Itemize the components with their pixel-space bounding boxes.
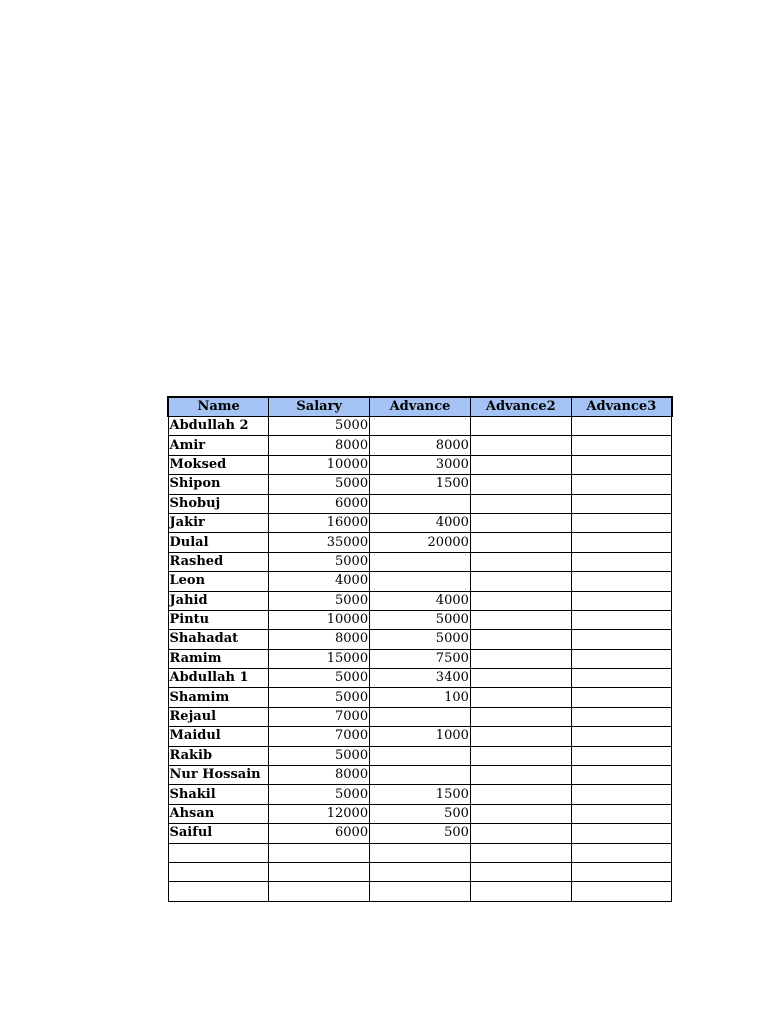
table-row [168, 882, 672, 901]
advance2-cell[interactable] [470, 513, 571, 532]
advance3-cell[interactable] [571, 572, 672, 591]
table-row [168, 707, 672, 726]
advance3-cell[interactable] [571, 475, 672, 494]
advance-cell[interactable] [370, 843, 471, 862]
advance2-cell[interactable] [470, 455, 571, 474]
table-row [168, 572, 672, 591]
salary-cell[interactable]: 5000 [269, 591, 370, 610]
advance3-cell[interactable] [571, 824, 672, 843]
name-cell[interactable]: Ramim [168, 649, 269, 668]
advance-cell[interactable] [370, 417, 471, 436]
advance3-cell[interactable] [571, 843, 672, 862]
advance2-cell[interactable] [470, 843, 571, 862]
table-row [168, 727, 672, 746]
advance-cell[interactable]: 8000 [370, 436, 471, 455]
name-cell[interactable] [168, 862, 269, 881]
advance3-cell[interactable] [571, 591, 672, 610]
advance3-cell[interactable] [571, 436, 672, 455]
salary-cell[interactable]: 5000 [269, 552, 370, 571]
advance-cell[interactable]: 4000 [370, 513, 471, 532]
salary-cell[interactable]: 15000 [269, 649, 370, 668]
table-row [168, 669, 672, 688]
advance2-cell[interactable] [470, 766, 571, 785]
salary-cell[interactable]: 6000 [269, 824, 370, 843]
advance3-cell[interactable] [571, 513, 672, 532]
advance3-cell[interactable] [571, 785, 672, 804]
salary-cell[interactable]: 4000 [269, 572, 370, 591]
salary-cell[interactable]: 7000 [269, 727, 370, 746]
table-row [168, 417, 672, 436]
salary-cell[interactable]: 8000 [269, 630, 370, 649]
table-row [168, 688, 672, 707]
name-cell[interactable]: Shamim [168, 688, 269, 707]
header-advance2[interactable]: Advance2 [470, 397, 571, 417]
advance-cell[interactable]: 3000 [370, 455, 471, 474]
salary-cell[interactable]: 12000 [269, 804, 370, 823]
name-cell[interactable] [168, 882, 269, 901]
table-row [168, 785, 672, 804]
advance-cell[interactable]: 20000 [370, 533, 471, 552]
salary-cell[interactable]: 5000 [269, 688, 370, 707]
name-cell[interactable]: Shipon [168, 475, 269, 494]
name-cell[interactable]: Shakil [168, 785, 269, 804]
advance2-cell[interactable] [470, 475, 571, 494]
salary-cell[interactable]: 5000 [269, 746, 370, 765]
salary-cell[interactable]: 5000 [269, 417, 370, 436]
salary-cell[interactable]: 5000 [269, 669, 370, 688]
table-row [168, 513, 672, 532]
salary-cell[interactable]: 8000 [269, 766, 370, 785]
name-cell[interactable]: Shobuj [168, 494, 269, 513]
advance3-cell[interactable] [571, 669, 672, 688]
salary-cell[interactable]: 10000 [269, 610, 370, 629]
table-row [168, 824, 672, 843]
advance-cell[interactable] [370, 766, 471, 785]
name-cell[interactable]: Jakir [168, 513, 269, 532]
advance-cell[interactable]: 4000 [370, 591, 471, 610]
advance3-cell[interactable] [571, 804, 672, 823]
advance2-cell[interactable] [470, 804, 571, 823]
table-row [168, 804, 672, 823]
table-row [168, 533, 672, 552]
name-cell[interactable]: Abdullah 2 [168, 417, 269, 436]
advance3-cell[interactable] [571, 882, 672, 901]
name-cell[interactable]: Rakib [168, 746, 269, 765]
table-row [168, 494, 672, 513]
salary-cell[interactable] [269, 882, 370, 901]
name-cell[interactable]: Shahadat [168, 630, 269, 649]
header-row [168, 397, 672, 417]
salary-cell[interactable]: 8000 [269, 436, 370, 455]
salary-cell[interactable]: 7000 [269, 707, 370, 726]
header-salary[interactable]: Salary [269, 397, 370, 417]
salary-cell[interactable]: 10000 [269, 455, 370, 474]
name-cell[interactable]: Amir [168, 436, 269, 455]
table-row [168, 630, 672, 649]
table-row [168, 766, 672, 785]
advance3-cell[interactable] [571, 688, 672, 707]
advance-cell[interactable]: 1500 [370, 785, 471, 804]
advance-cell[interactable]: 500 [370, 804, 471, 823]
table-row [168, 552, 672, 571]
name-cell[interactable]: Moksed [168, 455, 269, 474]
advance2-cell[interactable] [470, 862, 571, 881]
advance3-cell[interactable] [571, 746, 672, 765]
table-row [168, 862, 672, 881]
advance2-cell[interactable] [470, 552, 571, 571]
advance2-cell[interactable] [470, 727, 571, 746]
name-cell[interactable] [168, 843, 269, 862]
salary-cell[interactable] [269, 843, 370, 862]
advance2-cell[interactable] [470, 417, 571, 436]
advance2-cell[interactable] [470, 824, 571, 843]
name-cell[interactable]: Rashed [168, 552, 269, 571]
name-cell[interactable]: Saiful [168, 824, 269, 843]
advance-cell[interactable] [370, 862, 471, 881]
name-cell[interactable]: Abdullah 1 [168, 669, 269, 688]
advance2-cell[interactable] [470, 707, 571, 726]
advance-cell[interactable] [370, 552, 471, 571]
advance2-cell[interactable] [470, 572, 571, 591]
advance-cell[interactable] [370, 707, 471, 726]
header-advance[interactable]: Advance [370, 397, 471, 417]
table-body [168, 417, 672, 902]
table-row [168, 591, 672, 610]
name-cell[interactable]: Dulal [168, 533, 269, 552]
table-row [168, 843, 672, 862]
advance-cell[interactable] [370, 572, 471, 591]
table-row [168, 475, 672, 494]
name-cell[interactable]: Nur Hossain [168, 766, 269, 785]
advance2-cell[interactable] [470, 591, 571, 610]
salary-cell[interactable]: 16000 [269, 513, 370, 532]
advance-cell[interactable]: 100 [370, 688, 471, 707]
advance3-cell[interactable] [571, 727, 672, 746]
advance3-cell[interactable] [571, 455, 672, 474]
advance-cell[interactable]: 7500 [370, 649, 471, 668]
table-row [168, 746, 672, 765]
advance3-cell[interactable] [571, 417, 672, 436]
name-cell[interactable]: Jahid [168, 591, 269, 610]
name-cell[interactable]: Rejaul [168, 707, 269, 726]
advance2-cell[interactable] [470, 533, 571, 552]
advance-cell[interactable]: 500 [370, 824, 471, 843]
advance3-cell[interactable] [571, 766, 672, 785]
name-cell[interactable]: Ahsan [168, 804, 269, 823]
advance2-cell[interactable] [470, 610, 571, 629]
advance3-cell[interactable] [571, 707, 672, 726]
advance2-cell[interactable] [470, 785, 571, 804]
header-name[interactable]: Name [168, 397, 269, 417]
advance-cell[interactable]: 1000 [370, 727, 471, 746]
advance-cell[interactable] [370, 494, 471, 513]
advance2-cell[interactable] [470, 649, 571, 668]
advance3-cell[interactable] [571, 610, 672, 629]
advance3-cell[interactable] [571, 533, 672, 552]
advance3-cell[interactable] [571, 862, 672, 881]
salary-cell[interactable]: 5000 [269, 475, 370, 494]
salary-cell[interactable]: 5000 [269, 785, 370, 804]
advance2-cell[interactable] [470, 630, 571, 649]
advance2-cell[interactable] [470, 688, 571, 707]
advance-cell[interactable] [370, 746, 471, 765]
name-cell[interactable]: Maidul [168, 727, 269, 746]
header-advance3[interactable]: Advance3 [571, 397, 672, 417]
advance-cell[interactable]: 1500 [370, 475, 471, 494]
name-cell[interactable]: Pintu [168, 610, 269, 629]
advance2-cell[interactable] [470, 436, 571, 455]
name-cell[interactable]: Leon [168, 572, 269, 591]
salary-cell[interactable]: 6000 [269, 494, 370, 513]
table-row [168, 455, 672, 474]
advance-cell[interactable]: 3400 [370, 669, 471, 688]
table-row [168, 436, 672, 455]
advance2-cell[interactable] [470, 882, 571, 901]
advance-cell[interactable] [370, 882, 471, 901]
salary-cell[interactable]: 35000 [269, 533, 370, 552]
advance2-cell[interactable] [470, 746, 571, 765]
advance2-cell[interactable] [470, 669, 571, 688]
table-row [168, 610, 672, 629]
advance3-cell[interactable] [571, 494, 672, 513]
salary-table [167, 396, 673, 902]
advance-cell[interactable]: 5000 [370, 610, 471, 629]
table-row [168, 649, 672, 668]
advance2-cell[interactable] [470, 494, 571, 513]
salary-cell[interactable] [269, 862, 370, 881]
advance3-cell[interactable] [571, 649, 672, 668]
advance3-cell[interactable] [571, 630, 672, 649]
advance-cell[interactable]: 5000 [370, 630, 471, 649]
advance3-cell[interactable] [571, 552, 672, 571]
